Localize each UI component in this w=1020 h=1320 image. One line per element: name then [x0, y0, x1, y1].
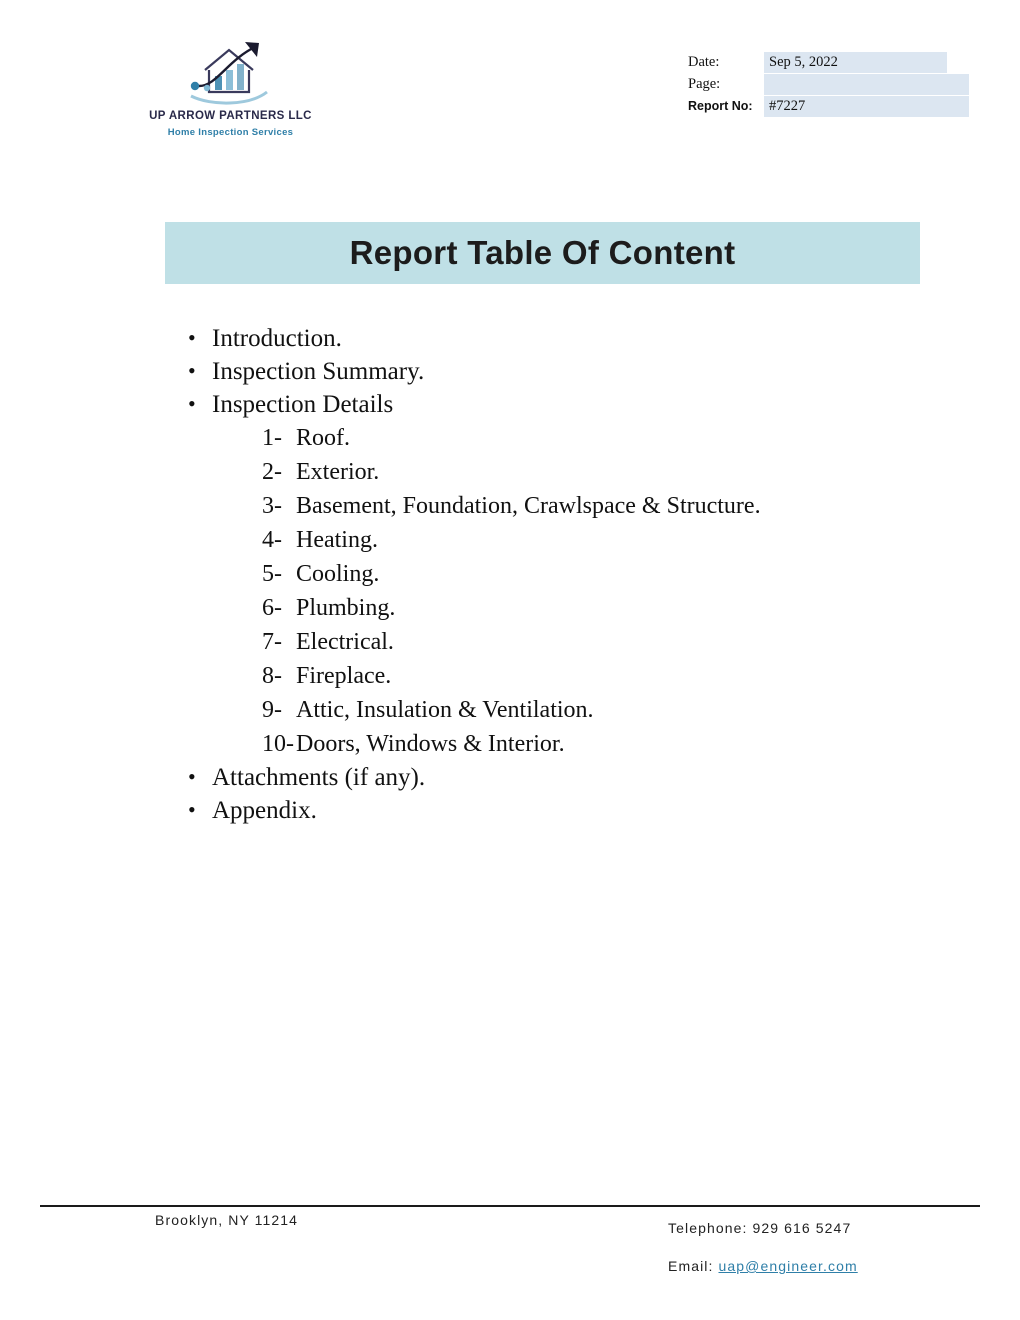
toc-item-label: Appendix.: [212, 797, 317, 824]
page-value: [764, 74, 969, 95]
sub-item-label: Attic, Insulation & Ventilation.: [296, 697, 594, 723]
meta-row-report-no: [688, 96, 978, 117]
footer-email-label: Email:: [668, 1258, 719, 1274]
company-logo: [148, 30, 313, 138]
footer-divider: [40, 1205, 980, 1207]
sub-item-number: 4-: [262, 527, 282, 553]
toc-item-label: Introduction.: [212, 325, 342, 352]
sub-item-number: 1-: [262, 425, 282, 451]
page-label: Page:: [688, 76, 721, 92]
sub-item-label: Basement, Foundation, Crawlspace & Structure.: [296, 493, 761, 519]
sub-item-label: Heating.: [296, 527, 378, 553]
list-item[interactable]: [180, 388, 940, 761]
sub-item-number: 6-: [262, 595, 282, 621]
list-item[interactable]: [212, 523, 940, 557]
list-item[interactable]: [180, 761, 940, 794]
sub-item-number: 10-: [262, 731, 294, 757]
sub-item-number: 9-: [262, 697, 282, 723]
footer-address: Brooklyn, NY 11214: [155, 1212, 299, 1228]
company-name: UP ARROW PARTNERS LLC: [149, 110, 312, 122]
footer-email: [668, 1258, 858, 1274]
list-item[interactable]: [180, 794, 940, 827]
toc-item-label: Inspection Summary.: [212, 358, 425, 385]
list-item[interactable]: [180, 355, 940, 388]
sub-item-label: Plumbing.: [296, 595, 396, 621]
sub-item-number: 7-: [262, 629, 282, 655]
sub-item-label: Roof.: [296, 425, 350, 451]
toc-item-label: Attachments (if any).: [212, 764, 426, 791]
sub-item-label: Cooling.: [296, 561, 380, 587]
meta-row-page: [688, 74, 978, 95]
table-of-contents: [180, 322, 940, 827]
sub-item-label: Fireplace.: [296, 663, 392, 689]
sub-item-number: 8-: [262, 663, 282, 689]
footer-email-link[interactable]: uap@engineer.com: [718, 1258, 858, 1274]
page-header: [0, 0, 1020, 180]
list-item[interactable]: [180, 322, 940, 355]
report-meta: [688, 52, 978, 118]
up-arrow-chart-house-logo-icon: [171, 30, 291, 108]
list-item[interactable]: [212, 591, 940, 625]
list-item[interactable]: [212, 727, 940, 761]
sub-item-label: Doors, Windows & Interior.: [296, 731, 565, 757]
sub-item-number: 3-: [262, 493, 282, 519]
toc-item-label: Inspection Details: [212, 391, 394, 418]
sub-item-label: Electrical.: [296, 629, 394, 655]
page-title: Report Table Of Content: [349, 234, 736, 271]
report-no-value: #7227: [764, 96, 969, 117]
list-item[interactable]: [212, 625, 940, 659]
list-item[interactable]: [212, 557, 940, 591]
company-tagline: Home Inspection Services: [167, 127, 294, 138]
sub-item-label: Exterior.: [296, 459, 380, 485]
list-item[interactable]: [212, 659, 940, 693]
footer-telephone: Telephone: 929 616 5247: [668, 1220, 852, 1236]
report-no-label: Report No:: [688, 99, 753, 113]
date-label: Date:: [688, 54, 720, 70]
toc-list: [180, 322, 940, 827]
meta-row-date: [688, 52, 978, 73]
sub-item-number: 5-: [262, 561, 282, 587]
list-item[interactable]: [212, 693, 940, 727]
inspection-details-sublist: [212, 421, 940, 761]
list-item[interactable]: [212, 489, 940, 523]
sub-item-number: 2-: [262, 459, 282, 485]
list-item[interactable]: [212, 455, 940, 489]
date-value: Sep 5, 2022: [764, 52, 947, 73]
list-item[interactable]: [212, 421, 940, 455]
